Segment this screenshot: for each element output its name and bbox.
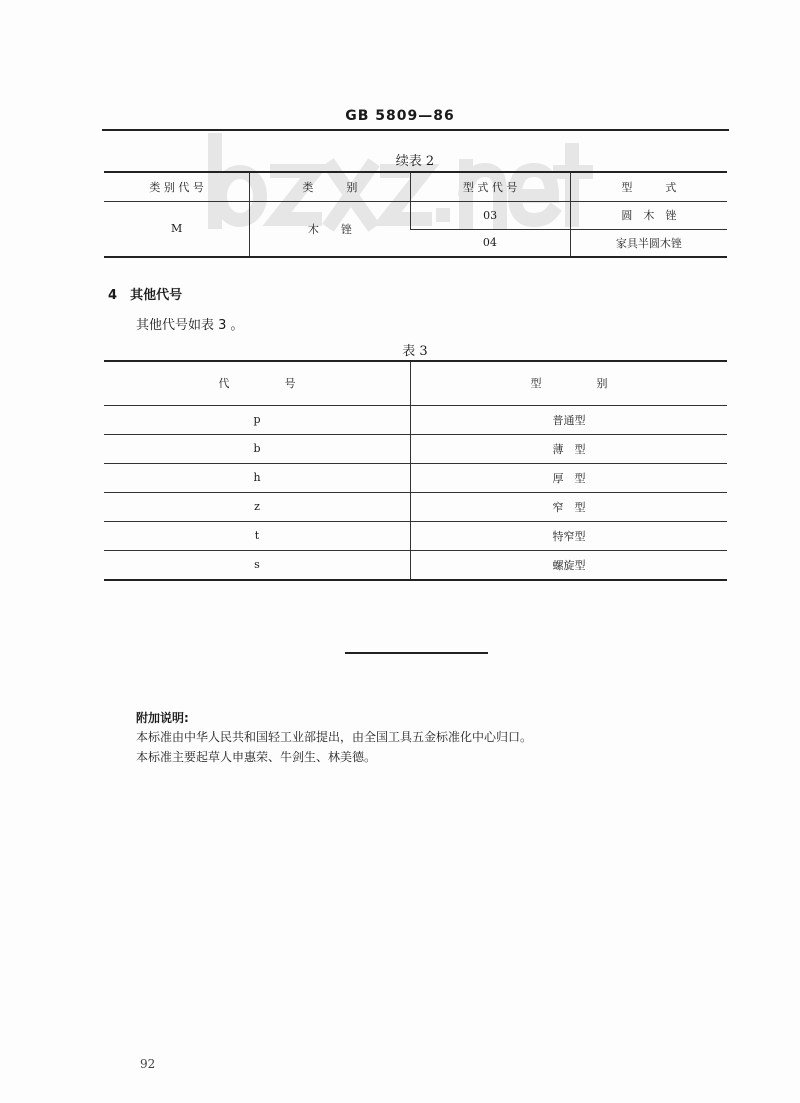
end-rule — [345, 652, 488, 654]
col-header: 类 别 — [250, 172, 410, 201]
table-row — [104, 492, 727, 521]
category: 木 锉 — [250, 201, 410, 257]
type-cell: 普通型 — [411, 405, 728, 434]
type: 家具半圆木锉 — [570, 229, 727, 257]
standard-header: GB 5809—86 — [345, 108, 455, 124]
code-cell: s — [104, 550, 411, 580]
table-row — [104, 550, 727, 580]
type-cell: 窄 型 — [411, 492, 728, 521]
note-line: 本标准主要起草人申惠荣、牛剑生、林美德。 — [136, 750, 377, 764]
col-header: 类 别 代 号 — [149, 180, 204, 194]
code-cell: h — [104, 463, 411, 492]
col-header: 型 别 — [530, 377, 608, 391]
type: 圆 木 锉 — [570, 201, 727, 229]
table2-caption: 续表 2 — [395, 154, 435, 169]
table3-caption: 表 3 — [402, 344, 428, 359]
category-code: M — [170, 222, 183, 236]
table-3 — [104, 360, 727, 581]
section-4-text: 其他代号如表 3 。 — [136, 318, 244, 333]
table-2 — [104, 171, 727, 258]
type-code: 04 — [482, 236, 497, 250]
type-code: 03 — [410, 201, 570, 229]
type-cell: 薄 型 — [411, 434, 728, 463]
note-line: 本标准由中华人民共和国轻工业部提出，由全国工具五金标准化中心归口。 — [136, 730, 533, 744]
col-header: 代 号 — [104, 361, 411, 405]
table-row — [104, 434, 727, 463]
section-title: 其他代号 — [130, 288, 183, 303]
type-cell: 螺旋型 — [411, 550, 728, 580]
code-cell: t — [104, 521, 411, 550]
col-header: 型 式 代 号 — [410, 172, 570, 201]
header-rule — [102, 129, 729, 131]
page-number: 92 — [140, 1057, 156, 1071]
code-cell: b — [104, 434, 411, 463]
code-cell: p — [104, 405, 411, 434]
section-number: 4 — [108, 288, 118, 303]
col-header: 型 式 — [570, 172, 727, 201]
note-title: 附加说明: — [136, 711, 189, 725]
table-row — [104, 463, 727, 492]
code-cell: z — [104, 492, 411, 521]
table-row — [104, 521, 727, 550]
table-row — [104, 405, 727, 434]
section-4-heading — [108, 284, 182, 303]
type-cell: 厚 型 — [411, 463, 728, 492]
type-cell: 特窄型 — [411, 521, 728, 550]
